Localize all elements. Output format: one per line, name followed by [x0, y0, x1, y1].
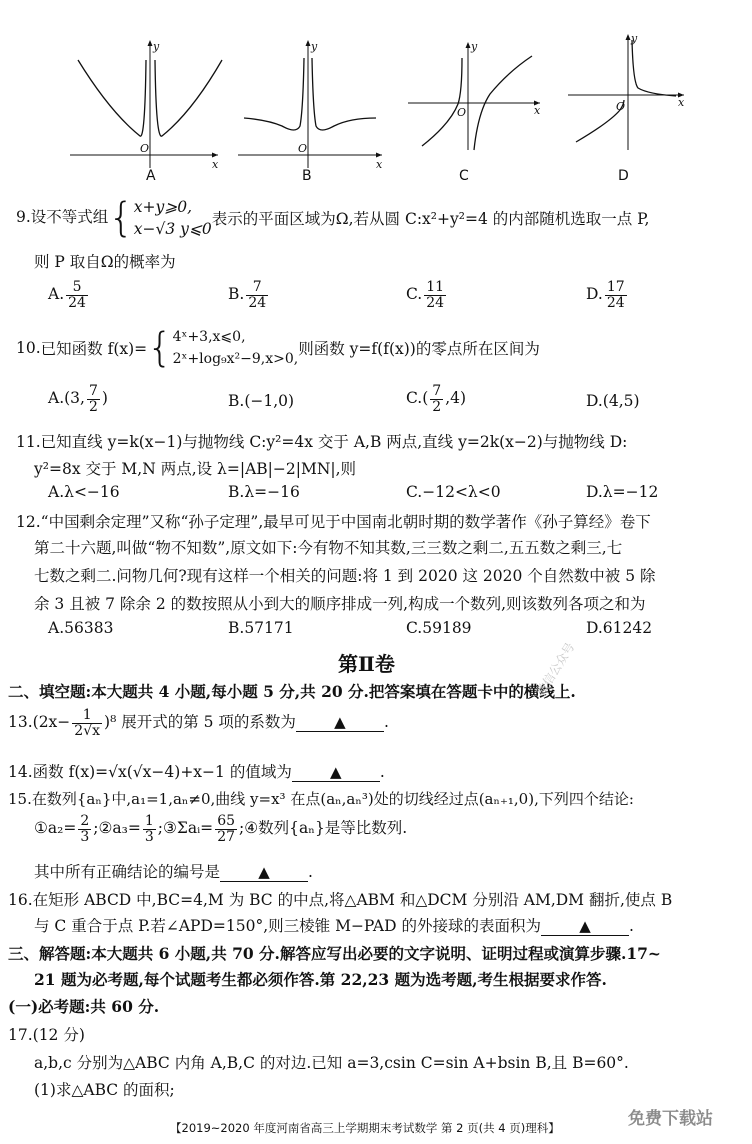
q9-text3: 则 P 取自Ω的概率为: [34, 253, 176, 271]
required-heading: (一)必考题:共 60 分.: [8, 997, 160, 1016]
q9-number: 9.: [16, 208, 31, 226]
q16-answer-blank[interactable]: [541, 917, 629, 936]
q9-ineq1: x+y⩾0,: [133, 198, 193, 216]
graph-b-origin: O: [298, 142, 308, 155]
q12-option-a: A.56383: [48, 619, 114, 637]
graph-d-x-label: x: [678, 96, 685, 109]
watermark-wechat: 微信公众号: [533, 640, 578, 699]
q11-option-c: C.−12<λ<0: [406, 483, 501, 501]
q10-option-c: C.( $\frac{7}{2}$ ,4): [406, 383, 467, 415]
q9-option-c: C. $\frac{11}{24}$: [406, 279, 445, 311]
q10-text2: 则函数 y=f(f(x))的零点所在区间为: [298, 340, 540, 358]
q10-number: 10.: [16, 339, 41, 357]
graph-d-y-label: y: [631, 32, 638, 45]
graph-label-c: C: [459, 168, 469, 184]
q17-part1: (1)求△ABC 的面积;: [34, 1081, 175, 1099]
graph-label-d: D: [618, 168, 629, 184]
graph-c-x-label: x: [534, 104, 541, 117]
q14-triangle-icon: ▲: [330, 763, 342, 781]
q10-text1: 已知函数 f(x)=: [40, 340, 148, 358]
graph-label-b: B: [302, 168, 312, 184]
q10-case2: 2ˣ+log₉x²−9,x>0,: [172, 351, 299, 367]
section-2-title: 第Ⅱ卷: [338, 652, 395, 676]
q15-line3: 其中所有正确结论的编号是 ▲ .: [34, 863, 313, 881]
page-footer: 【2019~2020 年度河南省高三上学期期末考试数学 第 2 页(共 4 页)理科】: [170, 1121, 560, 1135]
q12-option-b: B.57171: [228, 619, 294, 637]
part-3-heading-line2: 21 题为必考题,每个试题考生都必须作答.第 22,23 题为选考题,考生根据要求作答.: [34, 970, 607, 989]
q16-triangle-icon: ▲: [579, 917, 591, 935]
q9-option-d: D. $\frac{17}{24}$: [586, 279, 625, 311]
graph-a-x-label: x: [212, 158, 219, 171]
q11-option-d: D.λ=−12: [586, 483, 659, 501]
q10-option-a: A.(3, $\frac{7}{2}$ ): [48, 383, 108, 415]
graph-c-y-label: y: [471, 40, 478, 53]
q16-line2: 与 C 重合于点 P.若∠APD=150°,则三棱锥 M−PAD 的外接球的表面积为 ▲ .: [34, 917, 634, 935]
q11-line1: 11.已知直线 y=k(x−1)与抛物线 C:y²=4x 交于 A,B 两点,直线 y=2k(x−2)与抛物线 D:: [16, 433, 628, 451]
question-14: 14.函数 f(x)=√x(√x−4)+x−1 的值域为 ▲ .: [8, 763, 385, 781]
graph-a-y-label: y: [153, 40, 160, 53]
q9-ineq2: x−√3 y⩽0: [133, 220, 212, 238]
q13-answer-blank[interactable]: [296, 713, 384, 732]
q11-option-b: B.λ=−16: [228, 483, 300, 501]
q12-line4: 余 3 且被 7 除余 2 的数按照从小到大的顺序排成一列,构成一个数列,则该数列各项之和为: [34, 595, 646, 613]
graph-b-y-label: y: [311, 40, 318, 53]
graph-b-x-label: x: [376, 158, 383, 171]
q14-answer-blank[interactable]: [292, 763, 380, 782]
question-10: [16, 326, 540, 370]
q16-line1: 16.在矩形 ABCD 中,BC=4,M 为 BC 的中点,将△ABM 和△DCM 分别沿 AM,DM 翻折,使点 B: [8, 891, 673, 909]
q11-line2: y²=8x 交于 M,N 两点,设 λ=|AB|−2|MN|,则: [34, 460, 357, 478]
q10-cases: [173, 326, 299, 370]
q12-option-c: C.59189: [406, 619, 472, 637]
graph-a: [70, 40, 222, 171]
q15-answer-blank[interactable]: [220, 863, 308, 882]
q10-option-b: B.(−1,0): [228, 392, 295, 410]
q9-system: [134, 196, 212, 240]
q9-option-b: B. $\frac{7}{24}$: [228, 279, 267, 311]
graph-a-origin: O: [140, 142, 150, 155]
q12-line3: 七数之剩二.问物几何?现有这样一个相关的问题:将 1 到 2020 这 2020 个自然数中被 5 除: [34, 567, 656, 585]
part-3-heading-line1: 三、解答题:本大题共 6 小题,共 70 分.解答应写出必要的文字说明、证明过程或演算步骤.17~: [8, 944, 661, 963]
q9-brace: {: [108, 195, 134, 241]
q9-text2: 表示的平面区域为Ω,若从圆 C:x²+y²=4 的内部随机选取一点 P,: [211, 210, 650, 228]
watermark-download: 免费下载站: [628, 1109, 713, 1129]
graph-c: [408, 40, 541, 150]
q11-option-a: A.λ<−16: [48, 483, 120, 501]
q9-option-a: A. $\frac{5}{24}$: [48, 279, 86, 311]
q13-triangle-icon: ▲: [334, 713, 346, 732]
q12-line1: 12.“中国剩余定理”又称“孙子定理”,最早可见于中国南北朝时期的数学著作《孙子算经》卷下: [16, 513, 651, 531]
q10-case1: 4ˣ+3,x⩽0,: [172, 329, 246, 345]
q15-triangle-icon: ▲: [258, 863, 270, 881]
q12-option-d: D.61242: [586, 619, 653, 637]
q12-line2: 第二十六题,叫做“物不知数”,原文如下:今有物不知其数,三三数之剩二,五五数之剩三,七: [34, 539, 623, 557]
q10-brace: {: [147, 325, 173, 371]
part-2-heading: 二、填空题:本大题共 4 小题,每小题 5 分,共 20 分.把答案填在答题卡中的横线上.: [8, 682, 576, 701]
q9-text1: 设不等式组: [30, 208, 109, 226]
q10-option-d: D.(4,5): [586, 392, 640, 410]
graph-c-origin: O: [457, 106, 467, 119]
graph-b: [238, 40, 383, 171]
graph-label-a: A: [146, 168, 156, 184]
question-9: [16, 196, 649, 240]
function-graphs: [0, 0, 752, 190]
graph-d-origin: O: [616, 100, 626, 113]
q17-line1: a,b,c 分别为△ABC 内角 A,B,C 的对边.已知 a=3,csin C=sin A+bsin B,且 B=60°.: [34, 1054, 629, 1072]
q15-line1: 15.在数列{aₙ}中,a₁=1,aₙ≠0,曲线 y=x³ 在点(aₙ,aₙ³)处的切线经过点(aₙ₊₁,0),下列四个结论:: [8, 790, 634, 808]
q15-conclusions: ①a₂= $\frac{2}{3}$ ;②a₃= $\frac{1}{3}$ ;③Σaᵢ= $\frac{65}{27}$ ;④数列{aₙ}是等比数列.: [34, 813, 408, 845]
question-13: 13.(2x− $\frac{1}{2√x}$ )⁸ 展开式的第 5 项的系数为 ▲ .: [8, 707, 389, 739]
q17-head: 17.(12 分): [8, 1026, 85, 1044]
graph-d: [568, 32, 685, 150]
